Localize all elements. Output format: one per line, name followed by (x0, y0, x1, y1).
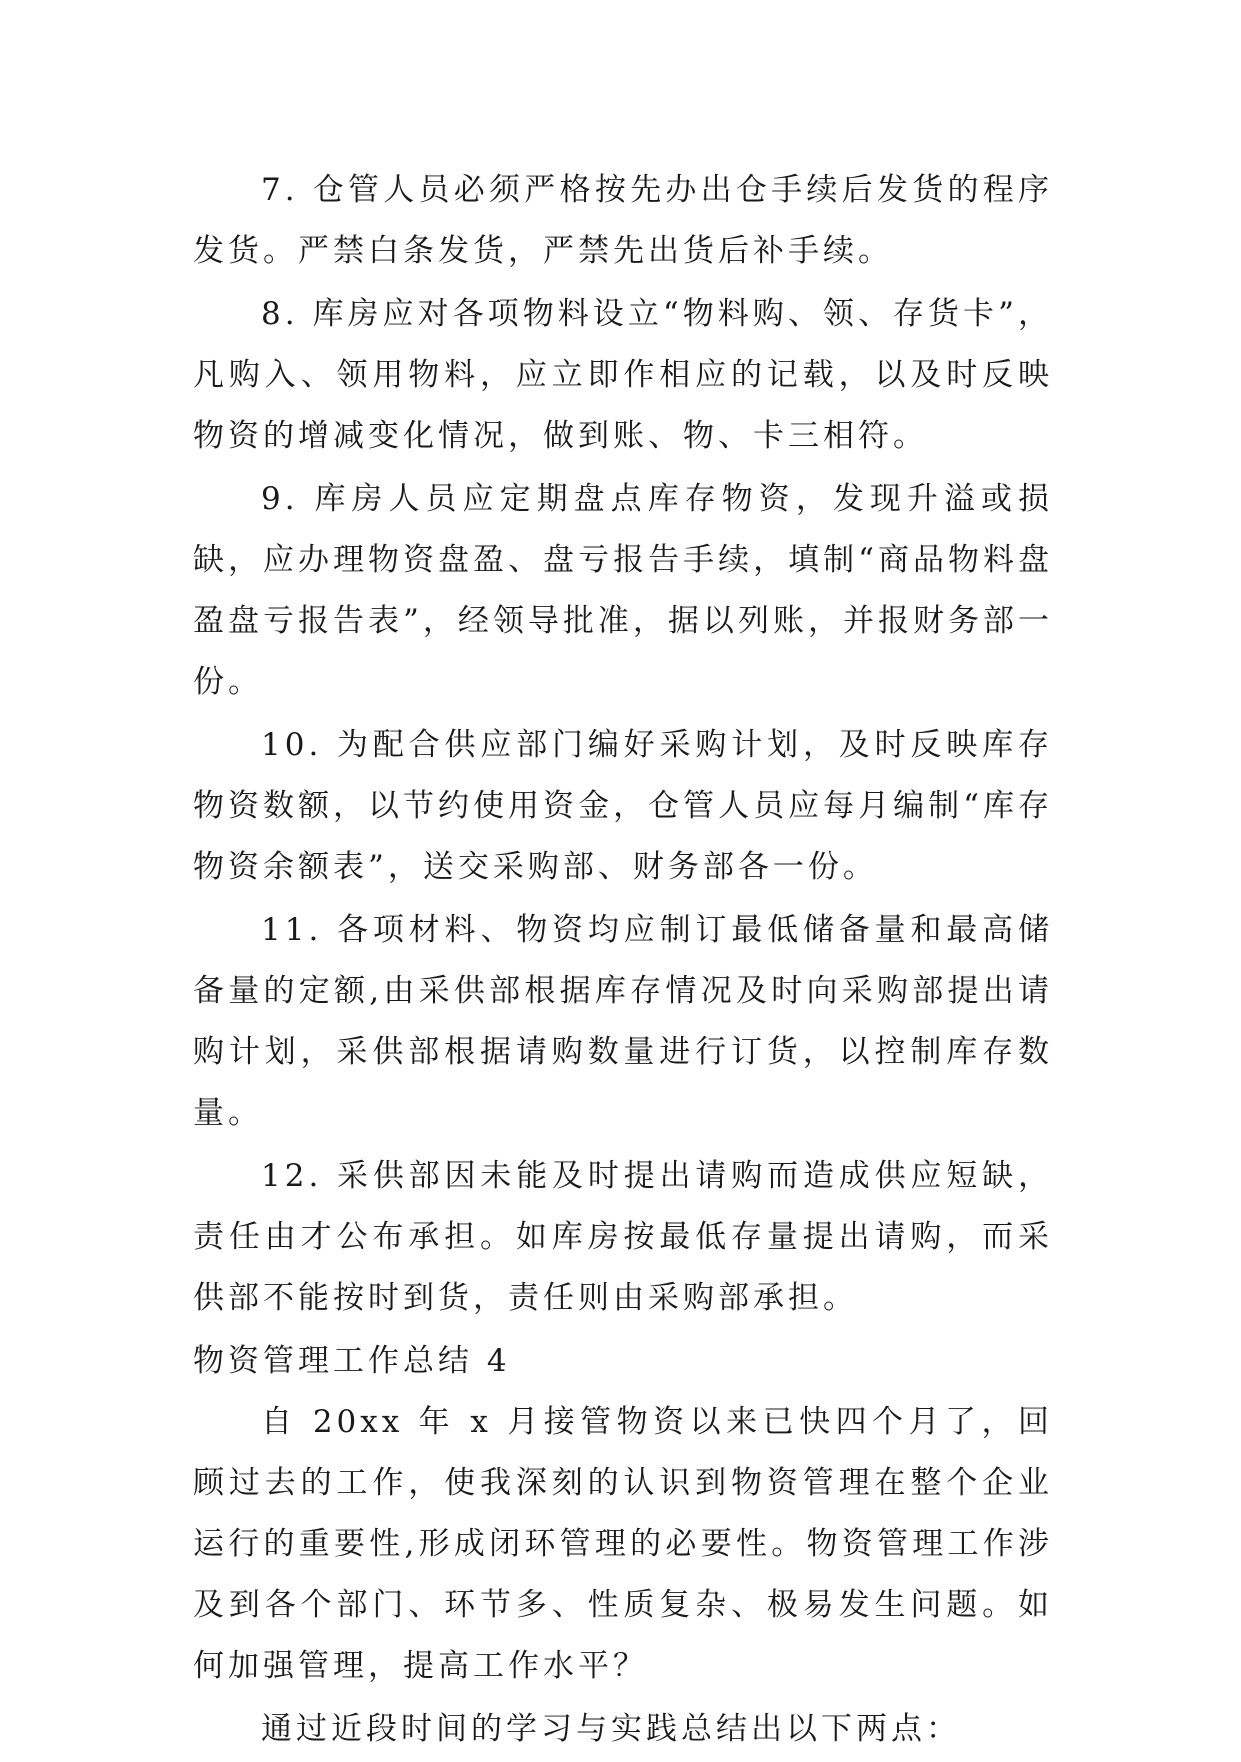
paragraph-item-10: 10. 为配合供应部门编好采购计划，及时反映库存物资数额，以节约使用资金，仓管人员应每月编制“库存物资余额表”，送交采购部、财务部各一份。 (193, 727, 1053, 885)
section-title: 物资管理工作总结 4 (193, 1343, 511, 1379)
section-paragraph: 自 20xx 年 x 月接管物资以来已快四个月了，回顾过去的工作，使我深刻的认识到物资管理在整个企业运行的重要性,形成闭环管理的必要性。物资管理工作涉及到各个部门、环节多、性质复杂、极易发生问题。如何加强管理，提高工作水平？ (193, 1404, 1053, 1684)
paragraph-item-9: 9. 库房人员应定期盘点库存物资，发现升溢或损缺，应办理物资盘盈、盘亏报告手续，填制“商品物料盘盈盘亏报告表”，经领导批准，据以列账，并报财务部一份。 (193, 481, 1053, 700)
document-body (193, 160, 1053, 1762)
section-paragraph: 通过近段时间的学习与实践总结出以下两点： (261, 1711, 961, 1747)
paragraph-item-8: 8. 库房应对各项物料设立“物料购、领、存货卡”，凡购入、领用物料，应立即作相应的记载，以及时反映物资的增减变化情况，做到账、物、卡三相符。 (193, 296, 1053, 454)
paragraph-item-11: 11. 各项材料、物资均应制订最低储备量和最高储备量的定额,由采供部根据库存情况及时向采购部提出请购计划，采供部根据请购数量进行订货，以控制库存数量。 (193, 912, 1053, 1131)
paragraph-item-12: 12. 采供部因未能及时提出请购而造成供应短缺，责任由才公布承担。如库房按最低存量提出请购，而采供部不能按时到货，责任则由采购部承担。 (193, 1158, 1053, 1316)
paragraph-item-7: 7. 仓管人员必须严格按先办出仓手续后发货的程序发货。严禁白条发货，严禁先出货后补手续。 (193, 172, 1053, 269)
